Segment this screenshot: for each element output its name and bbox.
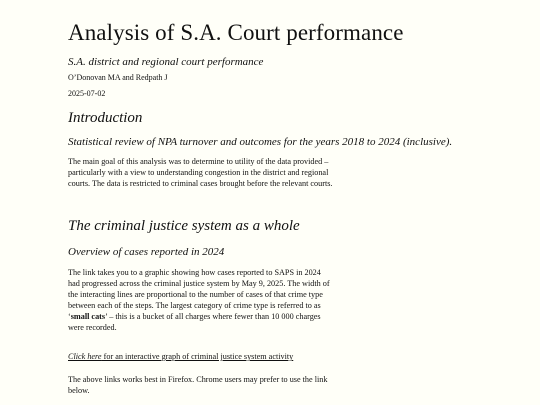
authors: O’Donovan MA and Redpath J (68, 73, 168, 82)
interactive-graph-link-text[interactable]: for an interactive graph of criminal justice system activity (101, 352, 294, 361)
cjs-subheading: Overview of cases reported in 2024 (68, 246, 225, 258)
interactive-graph-link[interactable] (68, 352, 293, 361)
publish-date: 2025-07-02 (68, 89, 106, 98)
click-here-link[interactable]: Click here (68, 352, 102, 361)
section-heading-introduction: Introduction (68, 110, 143, 126)
browser-note: The above links works best in Firefox. Chrome users may prefer to use the link below. (68, 375, 328, 395)
cjs-paragraph-text-2: ’ – this is a bucket of all charges where fewer than 10 000 charges were recorded. (68, 312, 321, 332)
cjs-paragraph-text-1: The link takes you to a graphic showing how cases reported to SAPS in 2024 had progressed across the criminal justice system by May 9, 2025. The width of the interacting lines are proportional to the number of cases of that crime type between each of the steps. The largest category of crime type is referred to as ‘ (68, 268, 330, 321)
intro-paragraph: The main goal of this analysis was to determine to utility of the data provided – particularly with a view to understanding congestion in the district and regional courts. The data is restricted to criminal cases brought before the relevant courts. (68, 157, 333, 188)
page-title: Analysis of S.A. Court performance (68, 20, 404, 45)
page-subtitle: S.A. district and regional court performance (68, 56, 264, 68)
section-heading-criminal-justice-system: The criminal justice system as a whole (68, 218, 300, 234)
intro-lead: Statistical review of NPA turnover and outcomes for the years 2018 to 2024 (inclusive). (68, 136, 453, 148)
cjs-paragraph (68, 267, 333, 333)
small-cats-term: small cats (70, 312, 106, 321)
